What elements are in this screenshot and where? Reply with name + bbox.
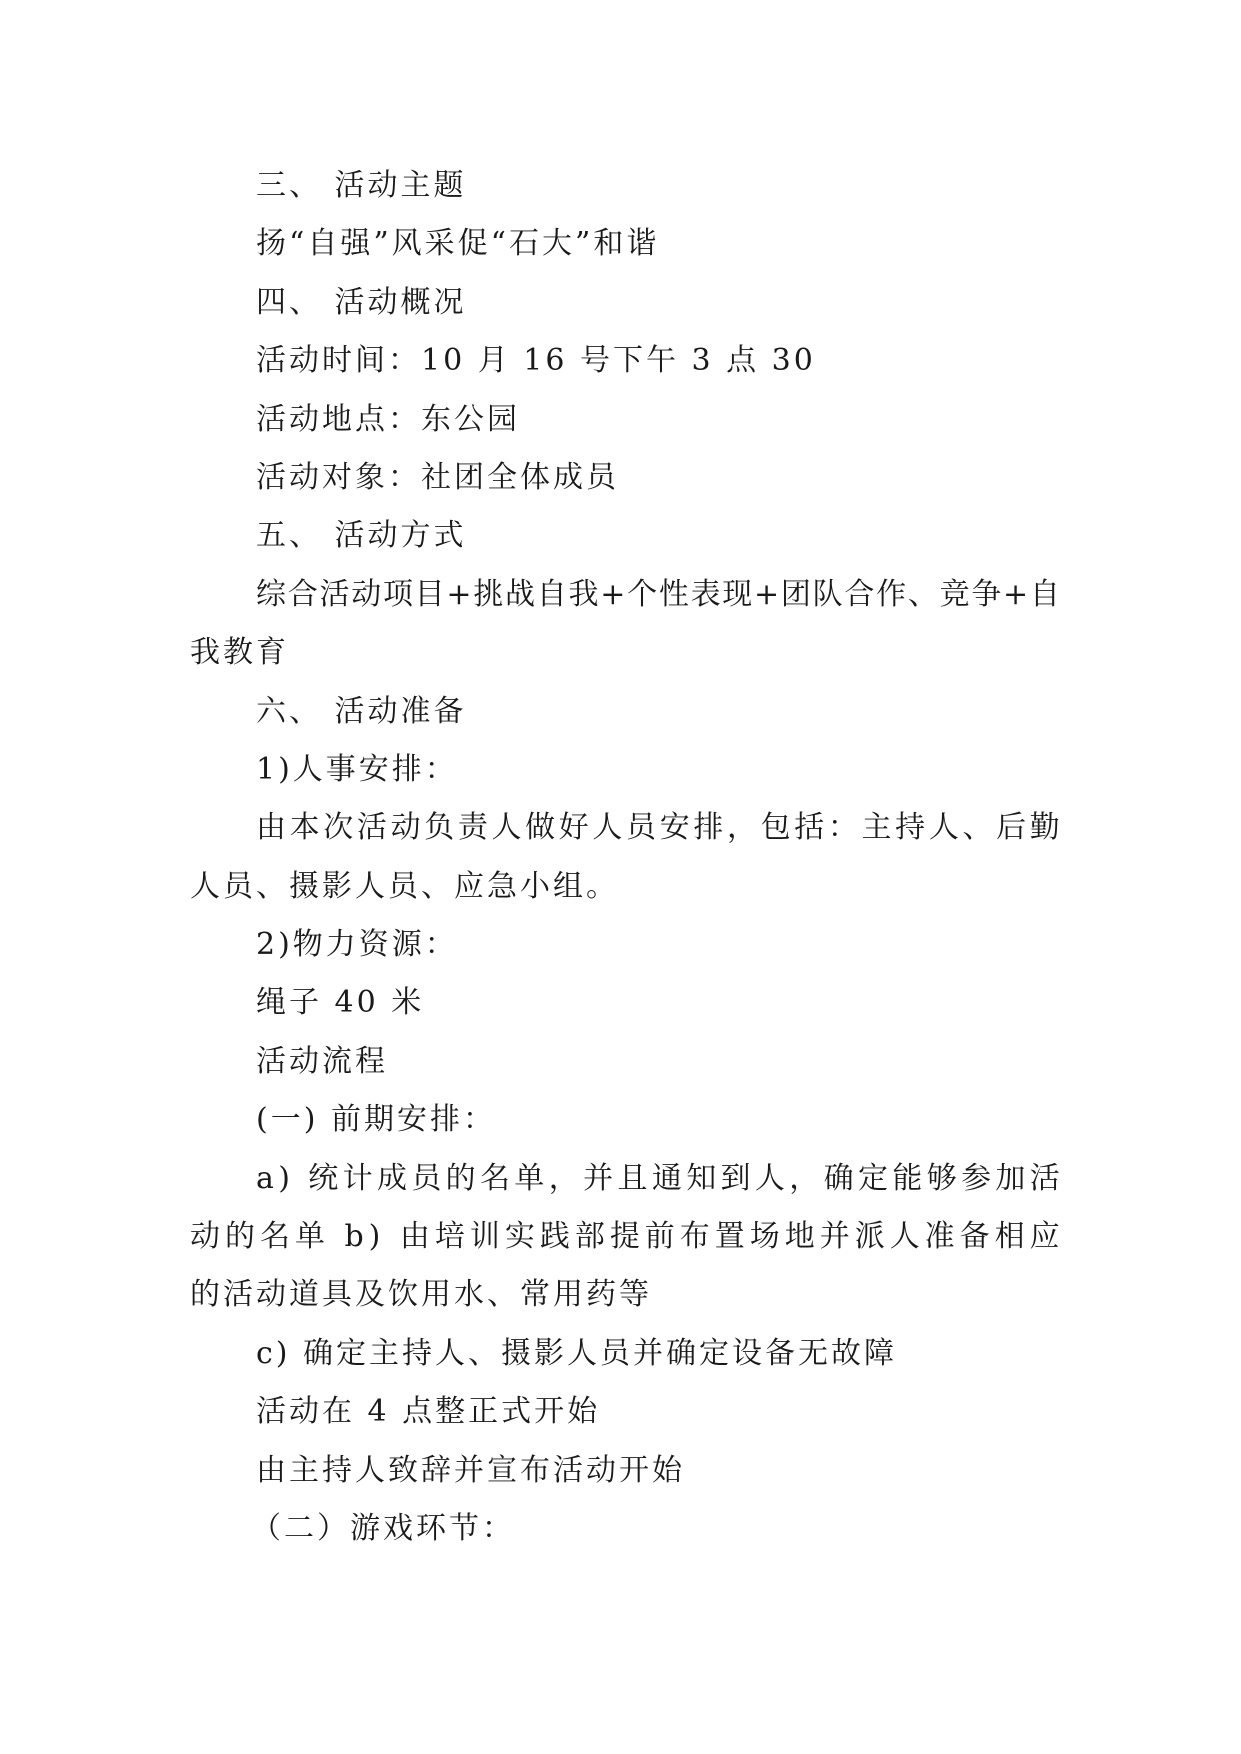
glyph: 前	[644, 1219, 675, 1255]
glyph: 自	[536, 576, 567, 612]
glyph: 的	[445, 1160, 476, 1196]
glyph: 训	[469, 1219, 500, 1255]
glyph	[385, 1208, 395, 1266]
glyph: 、	[907, 576, 938, 612]
glyph: 的	[224, 1219, 255, 1255]
activity-method-line-1	[190, 566, 1060, 624]
flow-title: 活动流程	[256, 1043, 388, 1079]
glyph: 竞	[939, 576, 970, 612]
glyph	[294, 1150, 304, 1208]
pre-arrangement-c: c) 确定主持人、摄影人员并确定设备无故障	[256, 1335, 898, 1371]
glyph: 布	[679, 1219, 710, 1255]
glyph: 包	[760, 810, 791, 846]
rope-item: 绳子 40 米	[256, 985, 425, 1021]
glyph: 活	[1029, 1160, 1060, 1196]
glyph: 派	[854, 1219, 885, 1255]
activity-method-line-2: 我教育	[190, 635, 289, 671]
glyph: 安	[659, 810, 690, 846]
activity-place: 活动地点：东公园	[256, 401, 520, 437]
personnel-line-1	[190, 799, 1060, 857]
glyph: 由	[256, 810, 286, 846]
glyph: 负	[424, 810, 455, 846]
glyph: 单	[294, 1219, 325, 1255]
glyph: +	[446, 576, 472, 612]
pre-arrangement-a-line-2	[190, 1208, 1060, 1266]
glyph: 提	[609, 1219, 640, 1255]
glyph: 并	[819, 1219, 850, 1255]
glyph: 够	[926, 1160, 957, 1196]
glyph: 相	[994, 1219, 1025, 1255]
glyph: 主	[861, 810, 892, 846]
activity-theme: 扬“自强”风采促“石大”和谐	[256, 226, 660, 262]
glyph: 确	[823, 1160, 854, 1196]
glyph: 场	[749, 1219, 780, 1255]
glyph: )	[368, 1219, 381, 1255]
glyph: 培	[434, 1219, 465, 1255]
glyph: 本	[289, 810, 320, 846]
glyph: b	[344, 1219, 364, 1255]
glyph: 动	[351, 576, 382, 612]
glyph: 单	[514, 1160, 545, 1196]
glyph: 践	[539, 1219, 570, 1255]
glyph: 队	[812, 576, 843, 612]
glyph: 且	[617, 1160, 648, 1196]
glyph: 部	[574, 1219, 605, 1255]
glyph: 表	[690, 576, 721, 612]
glyph: 人	[928, 810, 959, 846]
glyph: +	[754, 576, 780, 612]
glyph: 战	[505, 576, 536, 612]
glyph: ，	[548, 1160, 579, 1196]
activity-time: 活动时间：10 月 16 号下午 3 点 30	[256, 343, 816, 379]
glyph: 备	[959, 1219, 990, 1255]
glyph: 合	[844, 576, 875, 612]
glyph: 到	[720, 1160, 751, 1196]
section-heading-3: 三、 活动主题	[256, 168, 467, 203]
glyph: 成	[376, 1160, 407, 1196]
glyph: 持	[895, 810, 926, 846]
glyph: 我	[568, 576, 599, 612]
glyph: 置	[714, 1219, 745, 1255]
glyph: 后	[996, 810, 1027, 846]
resources-title: 2)物力资源：	[256, 927, 458, 963]
glyph: 排	[693, 810, 724, 846]
pre-arrangement-a-line-1	[190, 1150, 1060, 1208]
glyph: 知	[686, 1160, 717, 1196]
glyph: 挑	[473, 576, 504, 612]
glyph: 次	[323, 810, 354, 846]
glyph: ：	[827, 810, 858, 846]
personnel-title: 1)人事安排：	[256, 751, 458, 787]
glyph: 定	[857, 1160, 888, 1196]
glyph: 勤	[1029, 810, 1060, 846]
section-heading-6: 六、 活动准备	[256, 693, 467, 729]
glyph: 计	[342, 1160, 373, 1196]
glyph: 动	[190, 1219, 220, 1255]
glyph: 目	[414, 576, 445, 612]
pre-arrangement-title: (一) 前期安排：	[256, 1102, 496, 1138]
glyph: 名	[259, 1219, 290, 1255]
glyph: 员	[626, 810, 657, 846]
glyph: 由	[399, 1219, 430, 1255]
glyph: 应	[1029, 1219, 1060, 1255]
glyph: 通	[651, 1160, 682, 1196]
glyph: 好	[558, 810, 589, 846]
glyph: 准	[924, 1219, 955, 1255]
glyph: ，	[726, 810, 757, 846]
glyph: 人	[491, 810, 522, 846]
glyph: 人	[889, 1219, 920, 1255]
activity-target: 活动对象：社团全体成员	[256, 459, 619, 495]
glyph: 活	[356, 810, 387, 846]
glyph: 、	[962, 810, 993, 846]
glyph: 综	[256, 576, 286, 612]
glyph: 加	[995, 1160, 1026, 1196]
section-heading-5: 五、 活动方式	[256, 518, 467, 554]
glyph: 并	[583, 1160, 614, 1196]
glyph: 动	[390, 810, 421, 846]
glyph: 实	[504, 1219, 535, 1255]
glyph: 合	[287, 576, 318, 612]
glyph: 括	[794, 810, 825, 846]
glyph: 争	[971, 576, 1002, 612]
glyph: 项	[382, 576, 413, 612]
glyph: )	[278, 1160, 290, 1196]
glyph: 现	[722, 576, 753, 612]
glyph: a	[256, 1160, 274, 1196]
personnel-line-2: 人员、摄影人员、应急小组。	[190, 868, 619, 904]
glyph	[330, 1208, 340, 1266]
glyph: +	[1003, 576, 1029, 612]
pre-arrangement-a-line-3: 的活动道具及饮用水、常用药等	[190, 1277, 652, 1313]
glyph: 个	[627, 576, 658, 612]
host-opening-note: 由主持人致辞并宣布活动开始	[256, 1452, 685, 1488]
glyph: 名	[480, 1160, 511, 1196]
game-section-title: （二）游戏环节：	[251, 1510, 515, 1546]
glyph: 统	[308, 1160, 339, 1196]
document-body	[190, 157, 1060, 1558]
glyph: 人	[592, 810, 623, 846]
glyph: 做	[525, 810, 556, 846]
glyph: +	[600, 576, 626, 612]
glyph: 地	[784, 1219, 815, 1255]
glyph: ，	[789, 1160, 820, 1196]
glyph: 自	[1029, 576, 1060, 612]
glyph: 活	[319, 576, 350, 612]
glyph: 性	[658, 576, 689, 612]
start-time-note: 活动在 4 点整正式开始	[256, 1394, 601, 1430]
glyph: 员	[411, 1160, 442, 1196]
glyph: 责	[457, 810, 488, 846]
glyph: 参	[961, 1160, 992, 1196]
glyph: 作	[876, 576, 907, 612]
glyph: 团	[780, 576, 811, 612]
section-heading-4: 四、 活动概况	[256, 284, 467, 320]
glyph: 能	[892, 1160, 923, 1196]
glyph: 人	[754, 1160, 785, 1196]
